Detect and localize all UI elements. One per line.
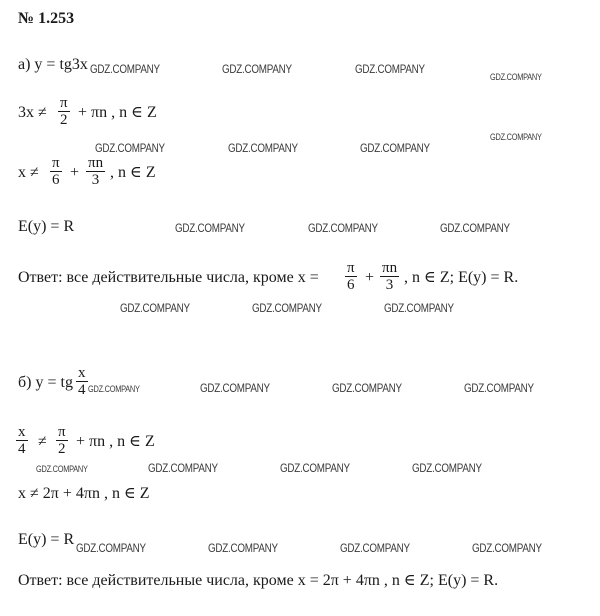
watermark: GDZ.COMPANY [208, 541, 278, 555]
watermark: GDZ.COMPANY [175, 221, 245, 235]
watermark: GDZ.COMPANY [384, 301, 454, 315]
part-b-range: E(y) = R [18, 531, 75, 548]
part-b-domain: x ≠ 2π + 4πn , n ∈ Z [18, 485, 150, 502]
fraction-numerator: x [18, 424, 26, 440]
part-a-condition-left: 3x ≠ [18, 104, 47, 121]
part-b-condition-right: + πn , n ∈ Z [76, 433, 155, 450]
watermark: GDZ.COMPANY [340, 541, 410, 555]
fraction-numerator: x [78, 365, 86, 381]
watermark: GDZ.COMPANY [252, 301, 322, 315]
part-a-answer-plus: + [365, 269, 375, 286]
fraction-denominator: 3 [385, 277, 394, 293]
watermark: GDZ.COMPANY [120, 301, 190, 315]
watermark: GDZ.COMPANY [280, 461, 350, 475]
part-b-function-fraction [76, 365, 88, 398]
fraction-denominator: 6 [347, 277, 355, 293]
watermark: GDZ.COMPANY [222, 62, 292, 76]
part-a-function: а) y = tg3x [18, 56, 88, 73]
problem-number: № 1.253 [18, 10, 75, 27]
watermark: GDZ.COMPANY [490, 132, 542, 142]
part-b-answer: Ответ: все действительные числа, кроме x = 2π + 4πn , n ∈ Z; E(y) = R. [18, 572, 499, 589]
watermark: GDZ.COMPANY [332, 381, 402, 395]
fraction-numerator: πn [382, 260, 398, 276]
fraction-numerator: π [58, 424, 66, 440]
fraction-denominator: 2 [58, 441, 66, 457]
part-b-function-left: б) y = tg [18, 374, 73, 391]
watermark: GDZ.COMPANY [200, 381, 270, 395]
part-a-domain-fraction-2 [86, 155, 105, 188]
fraction-numerator: π [60, 95, 68, 111]
part-b-condition-fraction-1 [16, 424, 28, 457]
watermark: GDZ.COMPANY [88, 384, 140, 394]
watermark: GDZ.COMPANY [472, 541, 542, 555]
watermark: GDZ.COMPANY [490, 72, 542, 82]
watermark: GDZ.COMPANY [36, 464, 88, 474]
fraction-denominator: 4 [18, 441, 26, 457]
part-a-domain-plus: + [70, 164, 80, 181]
watermark: GDZ.COMPANY [228, 141, 298, 155]
watermark: GDZ.COMPANY [148, 461, 218, 475]
fraction-denominator: 4 [78, 382, 86, 398]
part-a-range: E(y) = R [18, 218, 75, 235]
part-a-domain-left: x ≠ [18, 164, 39, 181]
part-a-answer-left: Ответ: все действительные числа, кроме x = [18, 269, 319, 286]
part-b-condition-fraction-2 [56, 424, 68, 457]
part-b-condition-neq: ≠ [38, 433, 47, 450]
fraction-denominator: 6 [52, 172, 60, 188]
part-a-answer-right: , n ∈ Z; E(y) = R. [404, 269, 519, 286]
part-a-condition-fraction [58, 95, 70, 128]
fraction-denominator: 2 [60, 112, 68, 128]
fraction-numerator: π [52, 155, 60, 171]
watermark: GDZ.COMPANY [76, 541, 146, 555]
watermark: GDZ.COMPANY [95, 141, 165, 155]
watermark: GDZ.COMPANY [308, 221, 378, 235]
watermark: GDZ.COMPANY [355, 62, 425, 76]
fraction-numerator: πn [88, 155, 104, 171]
watermark: GDZ.COMPANY [464, 381, 534, 395]
watermark: GDZ.COMPANY [412, 461, 482, 475]
watermark: GDZ.COMPANY [90, 62, 160, 76]
part-a-domain-right: , n ∈ Z [110, 164, 156, 181]
part-a-answer-fraction-1 [345, 260, 357, 293]
part-a-answer-fraction-2 [380, 260, 399, 293]
fraction-numerator: π [347, 260, 355, 276]
part-a-domain-fraction-1 [50, 155, 62, 188]
fraction-denominator: 3 [91, 172, 100, 188]
watermark: GDZ.COMPANY [360, 141, 430, 155]
part-a-condition-right: + πn , n ∈ Z [78, 104, 157, 121]
watermark: GDZ.COMPANY [440, 221, 510, 235]
